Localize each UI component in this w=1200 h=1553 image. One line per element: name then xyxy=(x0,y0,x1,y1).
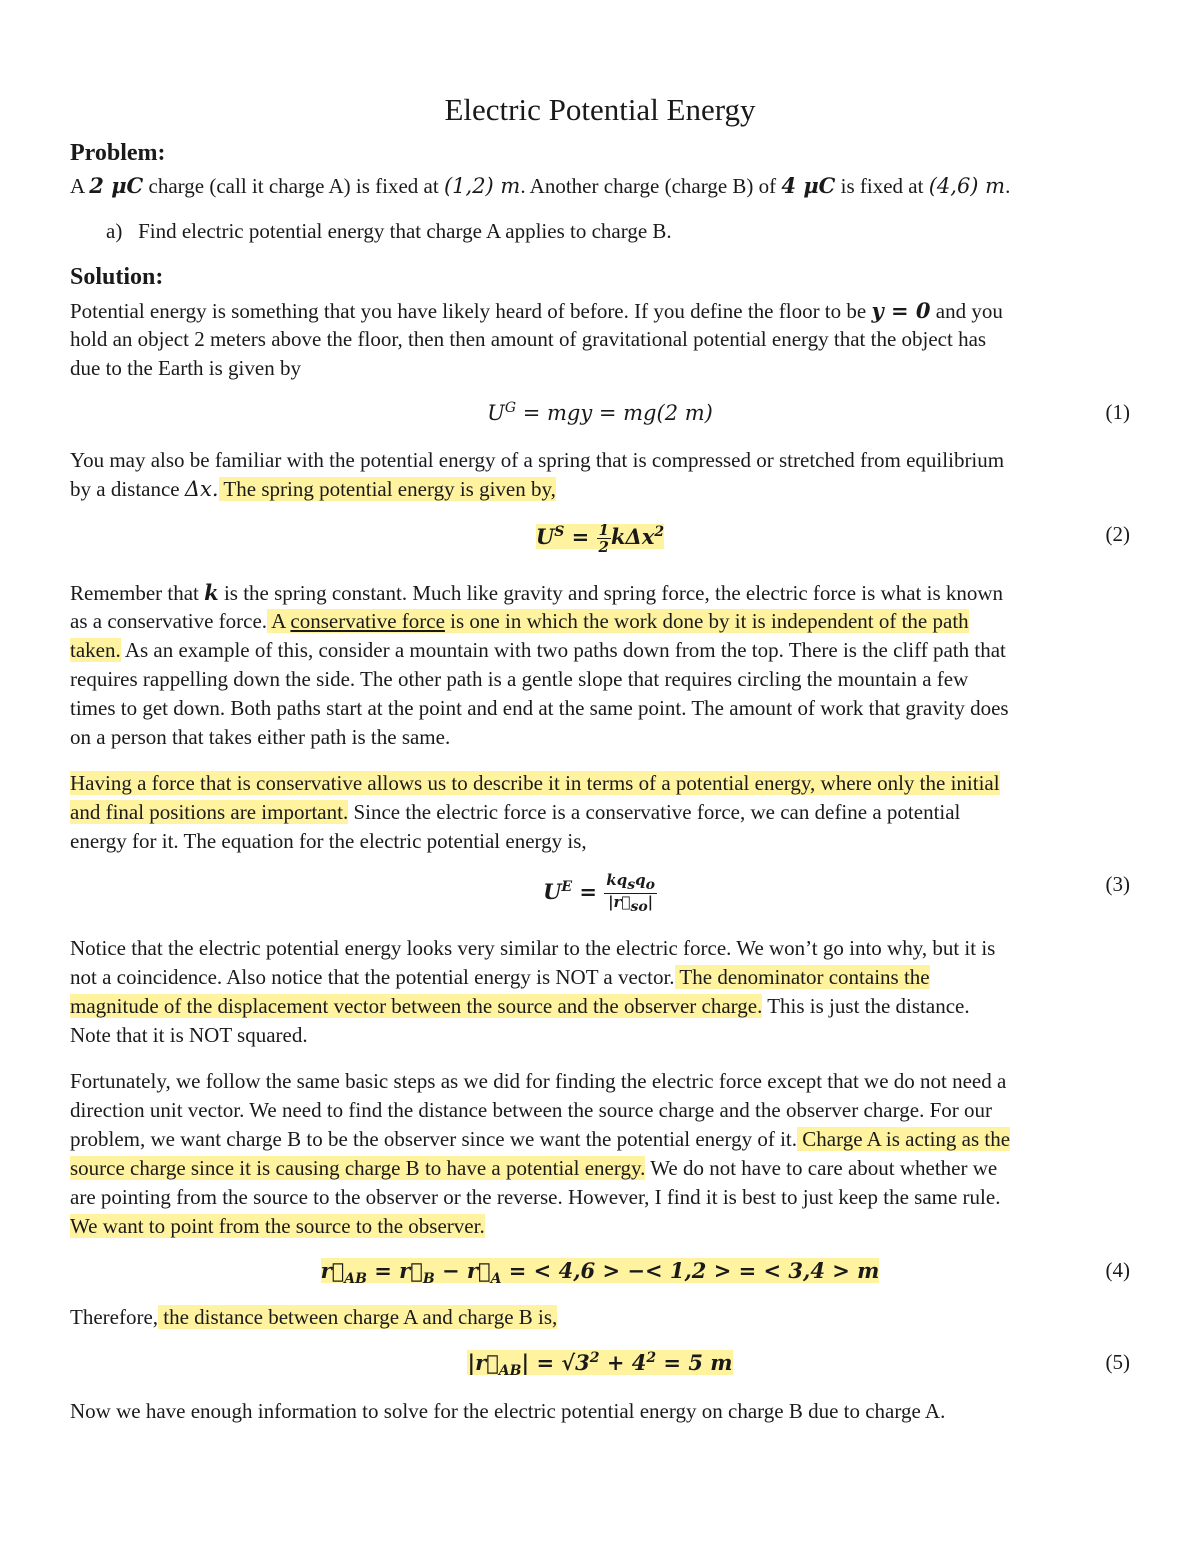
document-title: Electric Potential Energy xyxy=(444,92,756,127)
equation-3: $U^E$ = $\frac{kq_sq_o}{|r⃗_{so}|}$ (3) xyxy=(543,871,1130,915)
equation-4: $r⃗_{AB}$ = $r⃗_B$ − $r⃗_A$ = < 4,6 > −< 1,2 > = < 3,4 > m (4) xyxy=(320,1258,1130,1288)
paragraph-therefore: Therefore, the distance between charge A and charge B is, xyxy=(70,1305,558,1329)
paragraph-conclusion: Now we have enough information to solve for the electric potential energy on charge B due to charge A. xyxy=(70,1399,946,1423)
equation-1: $U^G$ = mgy = mg(2 m) (1) xyxy=(487,400,1130,425)
equation-number: (1) xyxy=(1105,400,1130,424)
equation-number: (4) xyxy=(1105,1258,1130,1282)
equation-number: (2) xyxy=(1105,522,1130,546)
equation-number: (5) xyxy=(1105,1350,1130,1374)
part-a-label: a) xyxy=(106,219,123,243)
problem-statement: A 2 μC charge (call it charge A) is fixed at (1,2) m. Another charge (charge B) of 4 μC is fixed at (4,6) m. xyxy=(70,173,1011,198)
problem-heading: Problem: xyxy=(70,140,166,166)
equation-5: $|r⃗_{AB}| = √3^2 + 4^2 = 5$ m (5) xyxy=(467,1350,1130,1380)
solution-heading: Solution: xyxy=(70,264,164,290)
part-a xyxy=(106,217,672,246)
equation-2: $U^S$ = $\frac{1}{2}$ kΔx$^2$ (2) xyxy=(535,521,1130,556)
part-a-text: Find electric potential energy that charge A applies to charge B. xyxy=(138,219,672,243)
equation-number: (3) xyxy=(1105,872,1130,896)
